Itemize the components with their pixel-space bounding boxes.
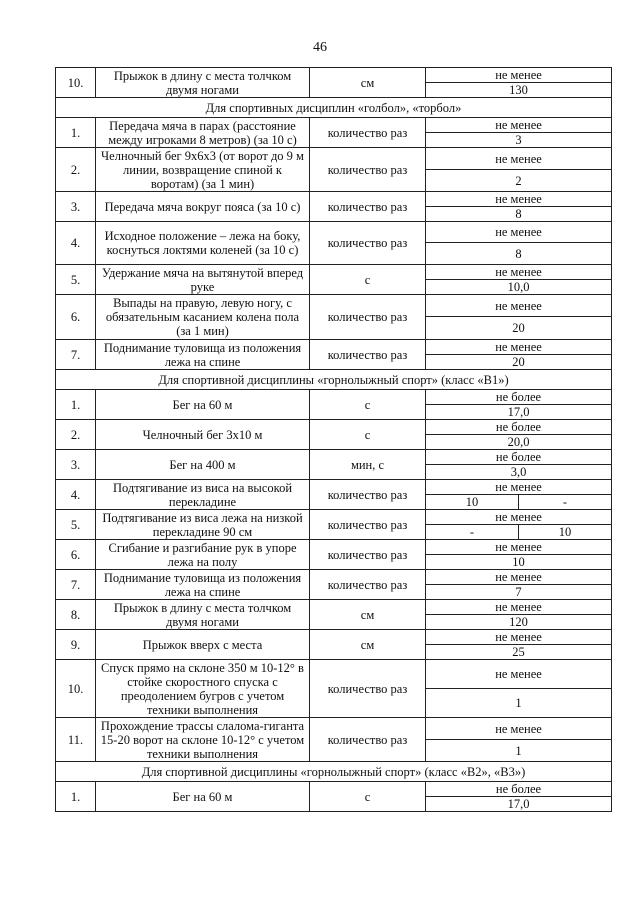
exercise-unit: количество раз xyxy=(310,340,426,370)
section-header-row xyxy=(56,98,612,118)
exercise-row xyxy=(56,265,612,280)
exercise-name: Передача мяча вокруг пояса (за 10 с) xyxy=(96,192,310,222)
standard-value: 8 xyxy=(426,243,612,265)
exercise-name: Бег на 60 м xyxy=(96,782,310,812)
standard-comparator: не более xyxy=(426,450,612,465)
standard-value: 8 xyxy=(426,207,612,222)
section-header-row xyxy=(56,370,612,390)
standard-value: 10,0 xyxy=(426,280,612,295)
value-left: 10 xyxy=(426,495,519,509)
exercise-row xyxy=(56,600,612,615)
exercise-unit: количество раз xyxy=(310,540,426,570)
exercise-unit: количество раз xyxy=(310,718,426,762)
standard-comparator: не менее xyxy=(426,222,612,243)
exercise-row xyxy=(56,782,612,797)
standard-value: 17,0 xyxy=(426,405,612,420)
exercise-name: Подтягивание из виса лежа на низкой перекладине 90 см xyxy=(96,510,310,540)
standard-value: 3,0 xyxy=(426,465,612,480)
exercise-number: 10. xyxy=(56,68,96,98)
exercise-number: 2. xyxy=(56,148,96,192)
exercise-unit: количество раз xyxy=(310,222,426,265)
standard-value: 3 xyxy=(426,133,612,148)
standard-value: 1 xyxy=(426,689,612,718)
standard-value: 20 xyxy=(426,355,612,370)
exercise-number: 1. xyxy=(56,390,96,420)
standard-comparator: не менее xyxy=(426,148,612,170)
standards-table xyxy=(55,67,612,812)
standard-comparator: не менее xyxy=(426,540,612,555)
section-title: Для спортивных дисциплин «голбол», «торбол» xyxy=(56,98,612,118)
standard-comparator: не менее xyxy=(426,600,612,615)
exercise-unit: см xyxy=(310,68,426,98)
exercise-name: Челночный бег 3х10 м xyxy=(96,420,310,450)
exercise-name: Прыжок вверх с места xyxy=(96,630,310,660)
standard-comparator: не менее xyxy=(426,340,612,355)
standard-value xyxy=(426,495,612,510)
exercise-row xyxy=(56,192,612,207)
standard-comparator: не более xyxy=(426,390,612,405)
standard-value: 20 xyxy=(426,317,612,340)
standard-comparator: не более xyxy=(426,782,612,797)
standard-comparator: не менее xyxy=(426,718,612,740)
standard-value xyxy=(426,525,612,540)
standard-value: 17,0 xyxy=(426,797,612,812)
exercise-name: Спуск прямо на склоне 350 м 10-12° в стойке скоростного спуска с преодолением бугров с учетом техники выполнения xyxy=(96,660,310,718)
exercise-row xyxy=(56,118,612,133)
value-left: - xyxy=(426,525,519,539)
exercise-row xyxy=(56,148,612,170)
exercise-row xyxy=(56,718,612,740)
exercise-unit: количество раз xyxy=(310,192,426,222)
standard-value: 20,0 xyxy=(426,435,612,450)
exercise-name: Поднимание туловища из положения лежа на спине xyxy=(96,340,310,370)
exercise-unit: с xyxy=(310,265,426,295)
standard-value: 130 xyxy=(426,83,612,98)
standard-comparator: не менее xyxy=(426,118,612,133)
exercise-number: 10. xyxy=(56,660,96,718)
split-value xyxy=(426,525,611,539)
exercise-row xyxy=(56,68,612,83)
exercise-unit: количество раз xyxy=(310,570,426,600)
exercise-number: 5. xyxy=(56,265,96,295)
standard-value: 120 xyxy=(426,615,612,630)
exercise-unit: см xyxy=(310,630,426,660)
exercise-number: 6. xyxy=(56,295,96,340)
exercise-name: Исходное положение – лежа на боку, коснуться локтями коленей (за 10 с) xyxy=(96,222,310,265)
exercise-row xyxy=(56,222,612,243)
standard-comparator: не менее xyxy=(426,295,612,317)
exercise-unit: с xyxy=(310,782,426,812)
standard-comparator: не менее xyxy=(426,570,612,585)
exercise-row xyxy=(56,510,612,525)
exercise-row xyxy=(56,420,612,435)
exercise-number: 8. xyxy=(56,600,96,630)
standard-value: 2 xyxy=(426,170,612,192)
exercise-number: 1. xyxy=(56,118,96,148)
exercise-row xyxy=(56,390,612,405)
exercise-number: 7. xyxy=(56,340,96,370)
exercise-name: Подтягивание из виса на высокой перекладине xyxy=(96,480,310,510)
exercise-unit: количество раз xyxy=(310,118,426,148)
exercise-number: 1. xyxy=(56,782,96,812)
exercise-unit: с xyxy=(310,420,426,450)
exercise-unit: с xyxy=(310,390,426,420)
exercise-unit: количество раз xyxy=(310,295,426,340)
standard-value: 7 xyxy=(426,585,612,600)
exercise-unit: мин, с xyxy=(310,450,426,480)
standard-value: 1 xyxy=(426,740,612,762)
exercise-number: 4. xyxy=(56,480,96,510)
exercise-unit: количество раз xyxy=(310,510,426,540)
standard-comparator: не менее xyxy=(426,660,612,689)
exercise-name: Челночный бег 9х6х3 (от ворот до 9 м линии, возвращение спиной к воротам) (за 1 мин) xyxy=(96,148,310,192)
value-right: - xyxy=(562,495,568,509)
page-number: 46 xyxy=(313,40,327,55)
standard-comparator: не менее xyxy=(426,630,612,645)
exercise-name: Прыжок в длину с места толчком двумя ногами xyxy=(96,600,310,630)
standard-value: 10 xyxy=(426,555,612,570)
exercise-unit: количество раз xyxy=(310,660,426,718)
exercise-number: 4. xyxy=(56,222,96,265)
standard-comparator: не менее xyxy=(426,265,612,280)
exercise-name: Удержание мяча на вытянутой вперед руке xyxy=(96,265,310,295)
value-right: 10 xyxy=(558,525,572,539)
standard-comparator: не менее xyxy=(426,68,612,83)
split-value xyxy=(426,495,611,509)
exercise-row xyxy=(56,295,612,317)
exercise-unit: см xyxy=(310,600,426,630)
standard-comparator: не менее xyxy=(426,480,612,495)
standard-comparator: не менее xyxy=(426,192,612,207)
exercise-unit: количество раз xyxy=(310,148,426,192)
section-title: Для спортивной дисциплины «горнолыжный спорт» (класс «В1») xyxy=(56,370,612,390)
exercise-row xyxy=(56,660,612,689)
exercise-name: Бег на 60 м xyxy=(96,390,310,420)
exercise-number: 9. xyxy=(56,630,96,660)
standard-comparator: не более xyxy=(426,420,612,435)
exercise-row xyxy=(56,450,612,465)
exercise-row xyxy=(56,480,612,495)
exercise-name: Прохождение трассы слалома-гиганта 15-20 ворот на склоне 10-12° с учетом техники выполнения xyxy=(96,718,310,762)
exercise-row xyxy=(56,570,612,585)
exercise-row xyxy=(56,540,612,555)
exercise-name: Прыжок в длину с места толчком двумя ногами xyxy=(96,68,310,98)
exercise-name: Бег на 400 м xyxy=(96,450,310,480)
standard-comparator: не менее xyxy=(426,510,612,525)
exercise-number: 6. xyxy=(56,540,96,570)
standard-value: 25 xyxy=(426,645,612,660)
exercise-name: Передача мяча в парах (расстояние между игроками 8 метров) (за 10 с) xyxy=(96,118,310,148)
exercise-row xyxy=(56,340,612,355)
exercise-name: Сгибание и разгибание рук в упоре лежа на полу xyxy=(96,540,310,570)
section-title: Для спортивной дисциплины «горнолыжный спорт» (класс «В2», «В3») xyxy=(56,762,612,782)
exercise-name: Выпады на правую, левую ногу, с обязательным касанием колена пола (за 1 мин) xyxy=(96,295,310,340)
section-header-row xyxy=(56,762,612,782)
exercise-number: 11. xyxy=(56,718,96,762)
exercise-number: 7. xyxy=(56,570,96,600)
exercise-number: 5. xyxy=(56,510,96,540)
exercise-number: 2. xyxy=(56,420,96,450)
exercise-row xyxy=(56,630,612,645)
exercise-unit: количество раз xyxy=(310,480,426,510)
exercise-number: 3. xyxy=(56,192,96,222)
exercise-number: 3. xyxy=(56,450,96,480)
exercise-name: Поднимание туловища из положения лежа на спине xyxy=(96,570,310,600)
